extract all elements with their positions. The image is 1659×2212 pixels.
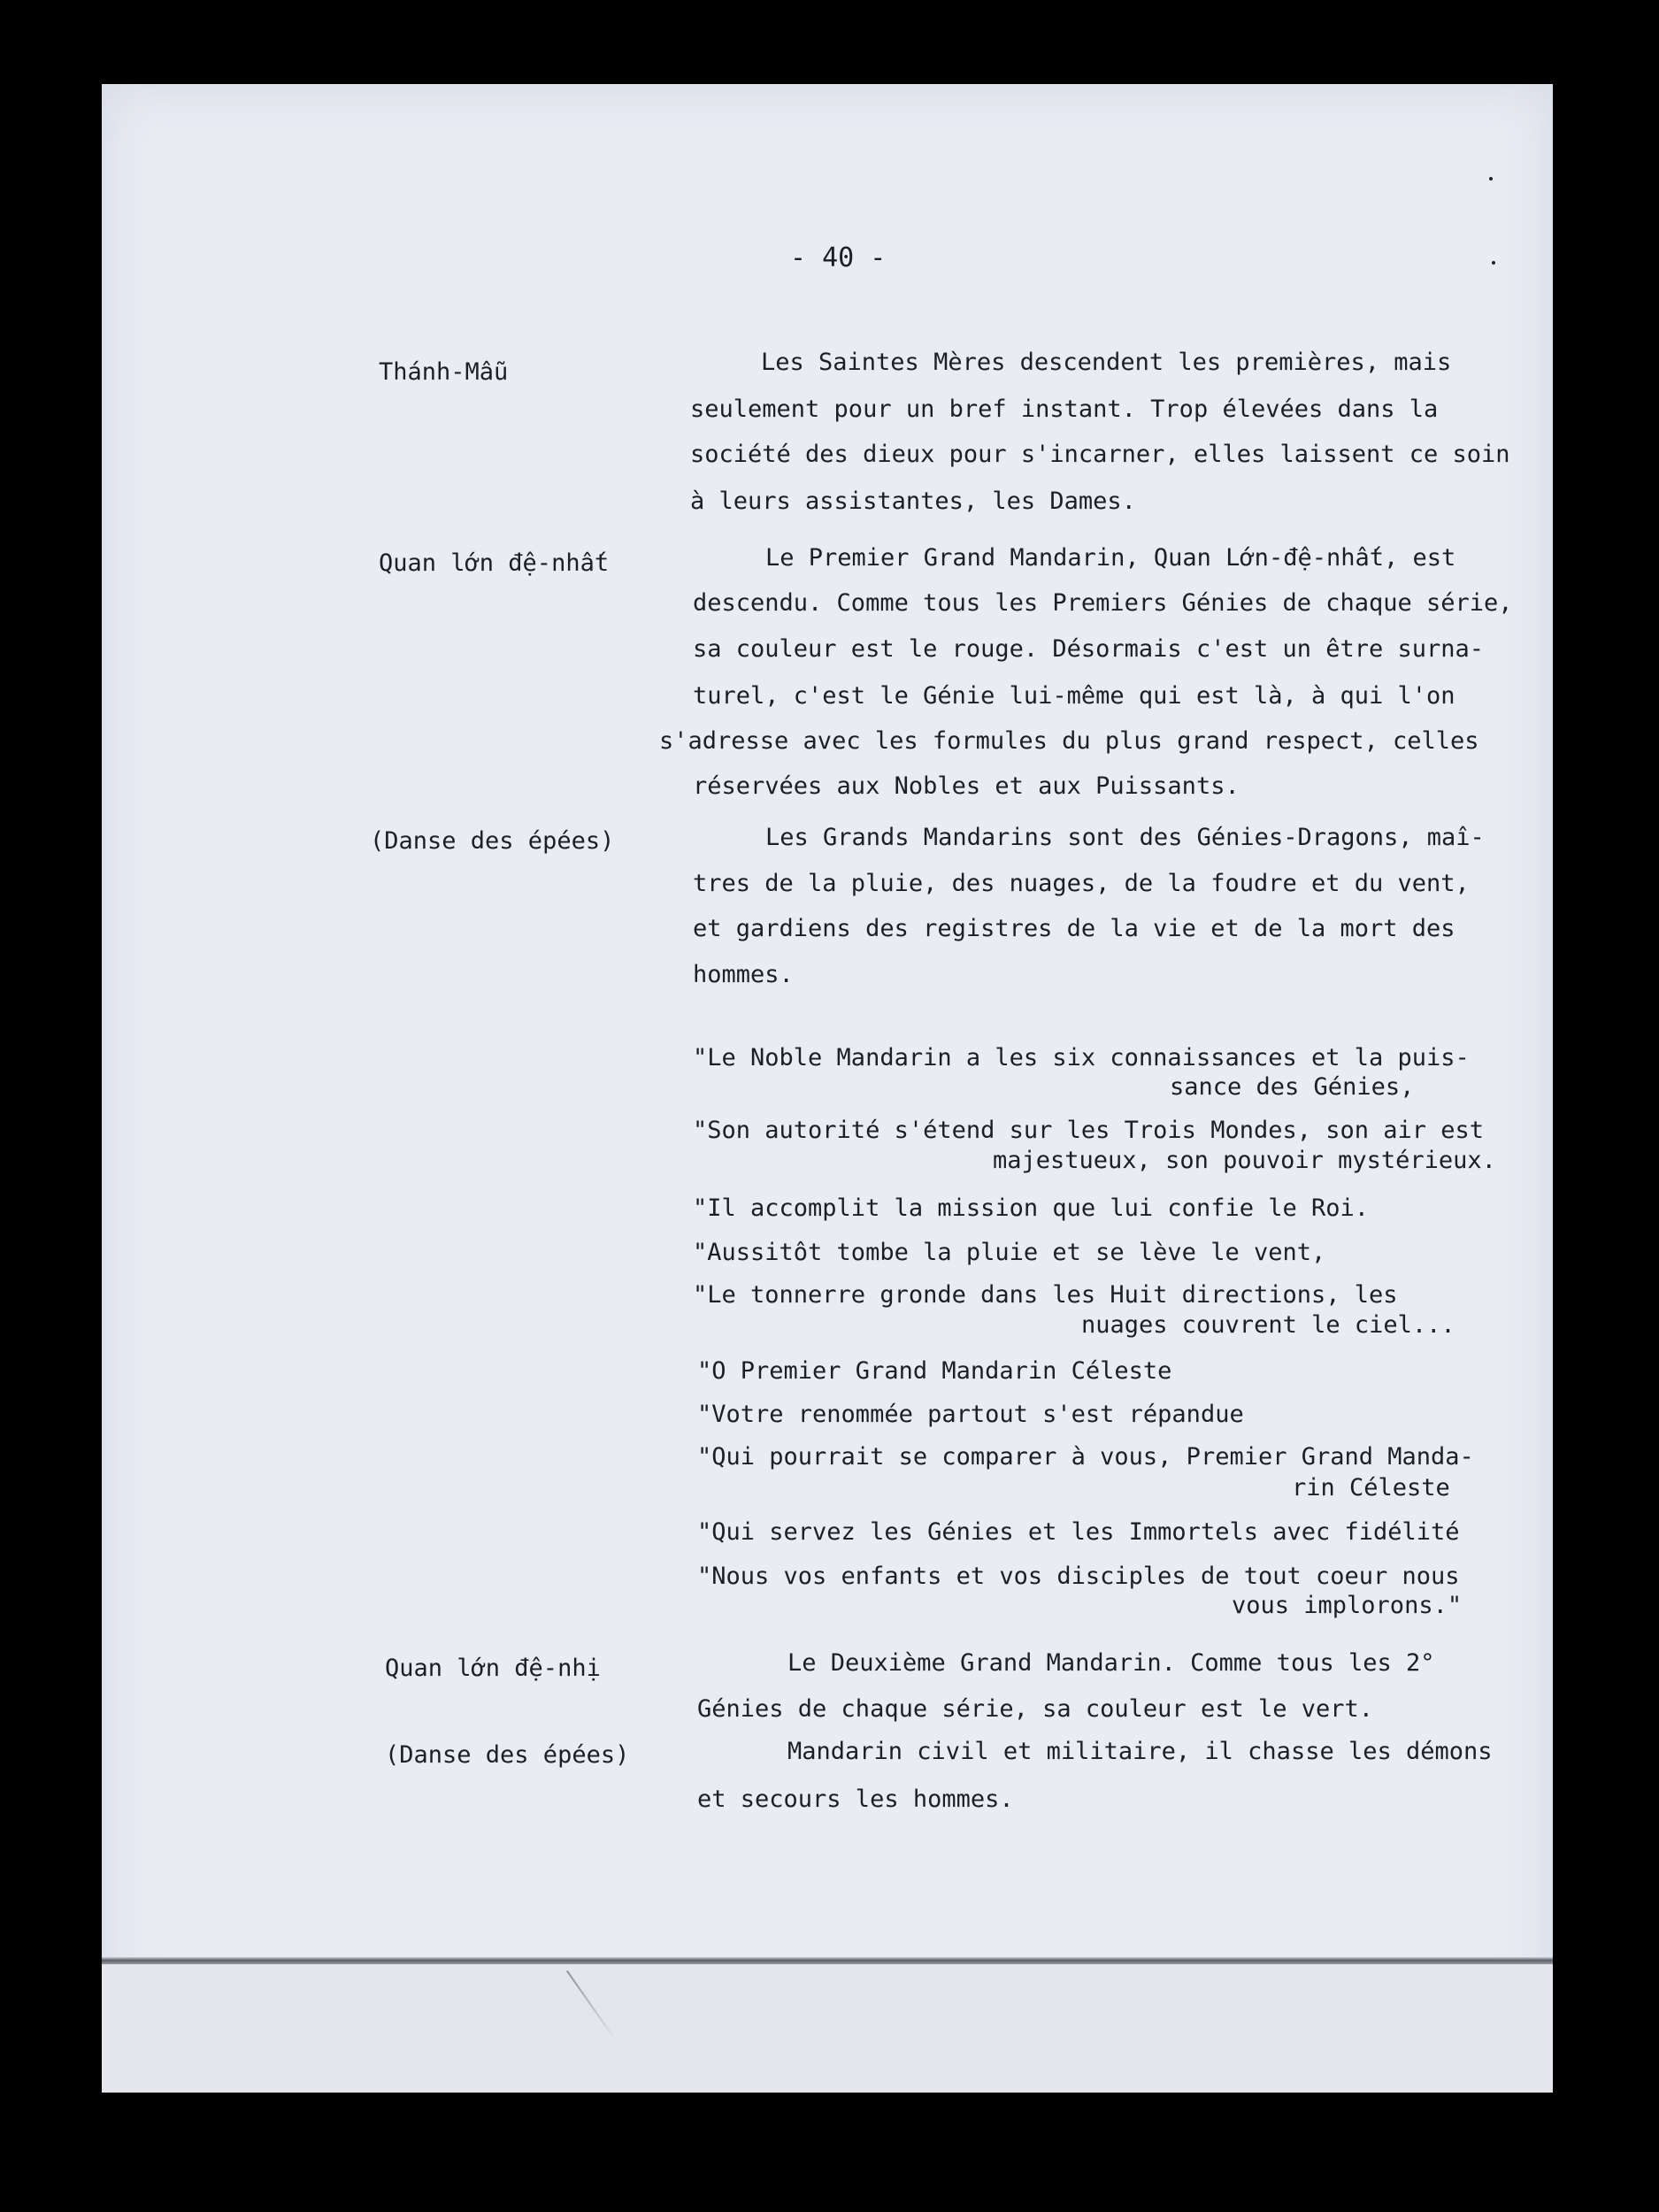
margin-label-quan-lon-de-nhi: Quan lớn đệ-nhị (385, 1655, 601, 1682)
invocation-line: "Le tonnerre gronde dans les Huit directions, les (693, 1281, 1398, 1309)
margin-label-quan-lon-de-nhat: Quan lớn đệ-nhất (379, 549, 610, 577)
ink-speck (1489, 177, 1493, 180)
page-number: - 40 - (790, 242, 887, 273)
body-line: société des dieux pour s'incarner, elles laissent ce soin (690, 441, 1510, 468)
body-line: tres de la pluie, des nuages, de la foudre et du vent, (693, 870, 1470, 897)
margin-label-thanh-mau: Thánh-Mẫu (379, 358, 509, 386)
body-line: sa couleur est le rouge. Désormais c'est un être surna- (693, 635, 1485, 663)
invocation-line: "Qui pourrait se comparer à vous, Premier Grand Manda- (697, 1443, 1474, 1471)
body-line: seulement pour un bref instant. Trop élevées dans la (690, 396, 1439, 423)
invocation-line-continued: nuages couvrent le ciel... (1081, 1311, 1455, 1339)
invocation-line: "Le Noble Mandarin a les six connaissances et la puis- (693, 1044, 1470, 1071)
invocation-line: "Il accomplit la mission que lui confie le Roi. (693, 1194, 1370, 1222)
invocation-line-continued: vous implorons." (1232, 1592, 1463, 1619)
invocation-line: "Qui servez les Génies et les Immortels avec fidélité (697, 1518, 1460, 1546)
body-line: et secours les hommes. (697, 1786, 1014, 1813)
ink-speck (1492, 261, 1495, 265)
body-line: et gardiens des registres de la vie et de la mort des (693, 915, 1455, 942)
invocation-line: "Aussitôt tombe la pluie et se lève le vent, (693, 1239, 1326, 1266)
invocation-line: "Nous vos enfants et vos disciples de tout coeur nous (697, 1563, 1460, 1590)
body-line: hommes. (693, 961, 794, 988)
margin-label-danse-des-epees-2: (Danse des épées) (385, 1741, 630, 1769)
invocation-line-continued: rin Céleste (1292, 1474, 1450, 1502)
invocation-line: "O Premier Grand Mandarin Céleste (697, 1357, 1172, 1385)
backing-sheet (102, 1964, 1553, 2093)
body-line: réservées aux Nobles et aux Puissants. (693, 772, 1240, 800)
body-line: s'adresse avec les formules du plus grand respect, celles (659, 727, 1479, 755)
body-line: Le Premier Grand Mandarin, Quan Lớn-đệ-nhất, est (765, 544, 1456, 572)
body-line: Les Saintes Mères descendent les premières, mais (761, 349, 1452, 376)
body-line: Génies de chaque série, sa couleur est le vert. (697, 1695, 1374, 1723)
body-line: Mandarin civil et militaire, il chasse les démons (787, 1738, 1493, 1765)
body-line: descendu. Comme tous les Premiers Génies de chaque série, (693, 589, 1513, 617)
body-line: à leurs assistantes, les Dames. (690, 488, 1136, 515)
invocation-line: "Votre renommée partout s'est répandue (697, 1401, 1244, 1428)
body-line: Les Grands Mandarins sont des Génies-Dragons, maî- (765, 824, 1485, 851)
margin-label-danse-des-epees-1: (Danse des épées) (370, 827, 615, 855)
body-line: Le Deuxième Grand Mandarin. Comme tous les 2° (787, 1649, 1435, 1677)
body-line: turel, c'est le Génie lui-même qui est là, à qui l'on (693, 682, 1455, 710)
invocation-line-continued: sance des Génies, (1170, 1073, 1415, 1101)
invocation-line-continued: majestueux, son pouvoir mystérieux. (993, 1147, 1496, 1174)
invocation-line: "Son autorité s'étend sur les Trois Mondes, son air est (693, 1117, 1485, 1144)
page-fold-line (102, 1957, 1553, 1964)
